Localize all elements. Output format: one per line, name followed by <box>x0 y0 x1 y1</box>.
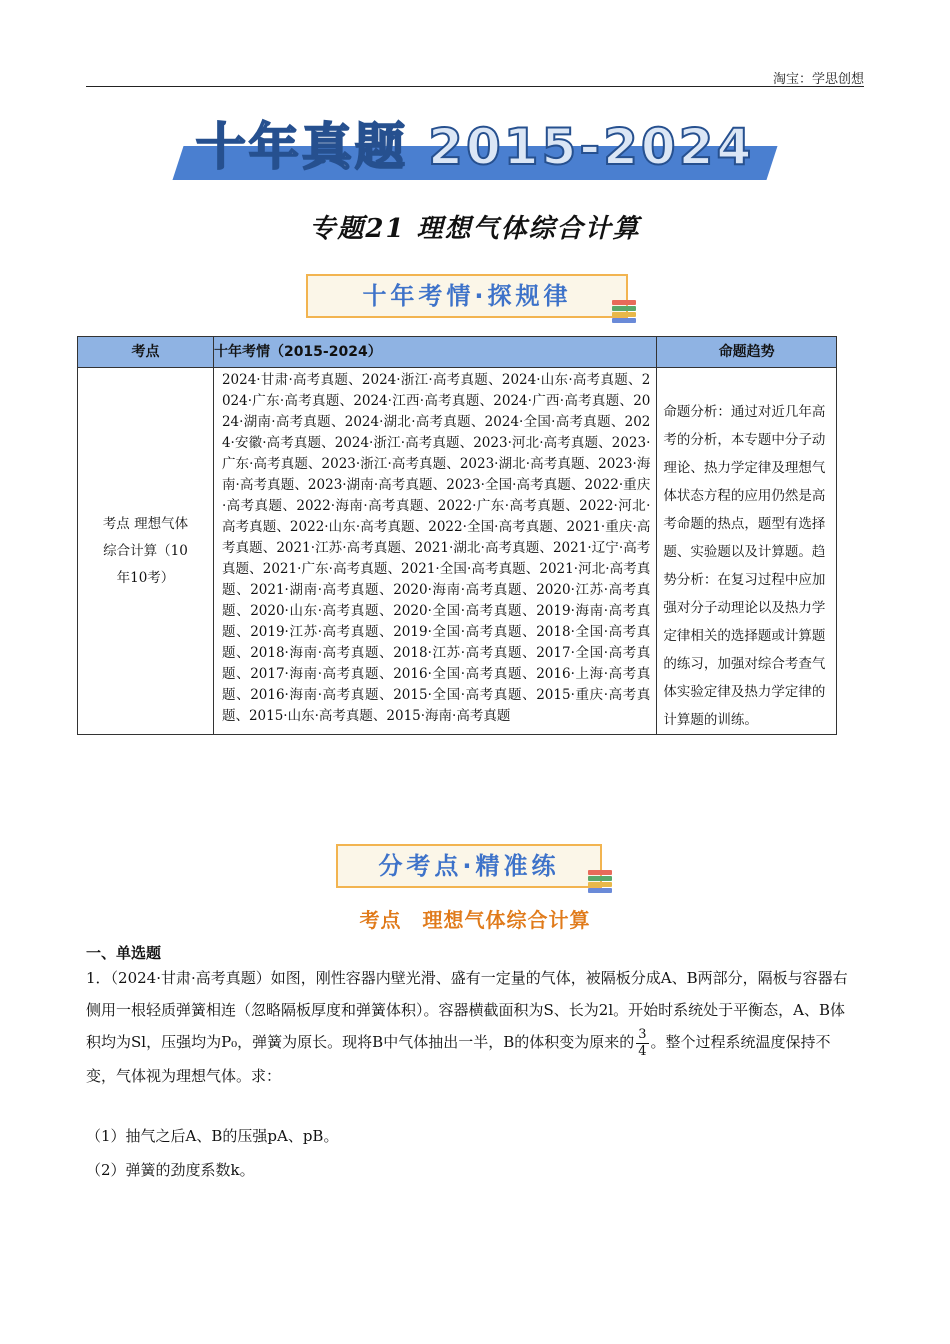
question-1-stem-end: 。整个过程系统温度保持不变，气体视为理想气体。求： <box>86 1033 831 1085</box>
header-shop: 淘宝：学思创想 <box>772 72 864 87</box>
topic-text: 考点 理想气体综合计算（10年10考） <box>102 515 189 586</box>
fraction-numerator: 3 <box>638 1026 647 1042</box>
section-title: 考点 理想气体综合计算 <box>359 908 591 932</box>
header-rule <box>86 86 864 87</box>
section-tag-practice: 分考点·精准练 <box>336 844 602 888</box>
trend-cell: 命题分析：通过对近几年高考的分析，本专题中分子动理论、热力学定律及理想气体状态方程的应用仍然是高考命题的热点，题型有选择题、实验题以及计算题。趋势分析：在复习过程中应加强对分子动理论以及热力学定律相关的选择题或计算题的练习，加强对综合考查气体实验定律及热力学定律的计算题的训练。 <box>657 368 837 735</box>
fraction <box>636 1027 648 1060</box>
history-cell: 2024·甘肃·高考真题、2024·浙江·高考真题、2024·山东·高考真题、2024·广东·高考真题、2024·江西·高考真题、2024·广西·高考真题、2024·湖南·高考真题、2024·湖北·高考真题、2024·全国·高考真题、2024·安徽·高考真题、2024·浙江·高考真题、2023·河北·高考真题、2023·广东·高考真题、2023·浙江·高考真题、2023·湖北·高考真题、2023·海南·高考真题、2023·湖南·高考真题、2023·全国·高考真题、2022·重庆·高考真题、2022·海南·高考真题、2022·广东·高考真题、2022·河北·高考真题、2022·山东·高考真题、2022·全国·高考真题、2021·重庆·高考真题、2021·江苏·高考真题、2021·湖北·高考真题、2021·辽宁·高考真题、2021·广东·高考真题、2021·全国·高考真题、2021·河北·高考真题、2021·湖南·高考真题、2020·海南·高考真题、2020·江苏·高考真题、2020·山东·高考真题、2020·全国·高考真题、2019·海南·高考真题、2019·江苏·高考真题、2019·全国·高考真题、2018·全国·高考真题、2018·海南·高考真题、2018·江苏·高考真题、2017·全国·高考真题、2017·海南·高考真题、2016·全国·高考真题、2016·上海·高考真题、2016·海南·高考真题、2015·全国·高考真题、2015·重庆·高考真题、2015·山东·高考真题、2015·海南·高考真题 <box>213 368 656 735</box>
table-header-topic: 考点 <box>78 337 214 368</box>
question-1 <box>86 962 856 1092</box>
table-header-trend: 命题趋势 <box>657 337 837 368</box>
section-tag-overview: 十年考情·探规律 <box>306 274 628 318</box>
page-title: 专题21 理想气体综合计算 <box>309 214 641 244</box>
books-icon <box>588 870 614 892</box>
table-header-history: 十年考情（2015-2024） <box>213 337 656 368</box>
banner <box>178 118 772 184</box>
question-1-sub-1: （1）抽气之后A、B的压强pA、pB。 <box>86 1127 339 1145</box>
question-1-stem: 1．（2024·甘肃·高考真题）如图，刚性容器内壁光滑、盛有一定量的气体，被隔板分成A、B两部分，隔板与容器右侧用一根轻质弹簧相连（忽略隔板厚度和弹簧体积）。容器横截面积为S、长为2l。开始时系统处于平衡态，A、B体积均为Sl，压强均为P₀，弹簧为原长。现将B中气体抽出一半，B的体积变为原来的 <box>86 969 848 1051</box>
banner-text: 十年真题 2015-2024 <box>195 118 755 176</box>
question-1-sub-2: （2）弹簧的劲度系数k。 <box>86 1161 255 1179</box>
exam-history-table <box>77 336 837 735</box>
fraction-denominator: 4 <box>638 1043 647 1059</box>
category-label: 一、单选题 <box>86 944 162 962</box>
books-icon <box>612 300 638 322</box>
topic-cell <box>78 368 214 735</box>
